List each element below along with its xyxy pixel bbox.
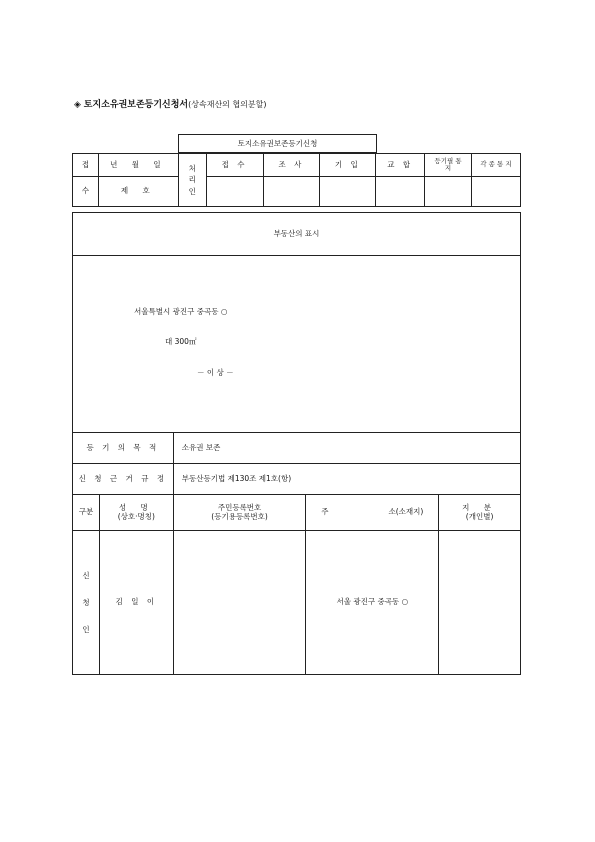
applicant-id bbox=[173, 531, 306, 675]
applicant-name: 김 일 이 bbox=[99, 531, 173, 675]
cell-inspection-blank bbox=[263, 177, 320, 207]
col-name: 성 명 (상호·명칭) bbox=[99, 495, 173, 531]
diamond-bullet-icon: ◈ bbox=[74, 100, 81, 110]
col-category: 구분 bbox=[73, 495, 100, 531]
col-address: 주 소(소재지) bbox=[306, 495, 439, 531]
property-header: 부동산의 표시 bbox=[73, 213, 521, 256]
col-share: 지 분 (개인별) bbox=[439, 495, 521, 531]
cell-collation-blank bbox=[376, 177, 425, 207]
main-form-table bbox=[72, 212, 521, 675]
cell-completion-blank bbox=[425, 177, 472, 207]
purpose-label: 등 기 의 목 적 bbox=[73, 433, 174, 464]
basis-value: 부동산등기법 제130조 제1호(항) bbox=[173, 464, 520, 495]
col-id-number: 주민등록번호 (등기용등록번호) bbox=[173, 495, 306, 531]
cell-notice-blank bbox=[472, 177, 521, 207]
cell-reception-blank bbox=[206, 177, 263, 207]
reception-label-bottom: 수 bbox=[73, 177, 99, 207]
cell-entry-blank bbox=[320, 177, 376, 207]
col-entry: 기 입 bbox=[320, 154, 376, 177]
property-end-mark: － 이 상 － bbox=[197, 368, 234, 377]
property-address: 서울특별시 광진구 중곡동 ○ bbox=[134, 307, 228, 316]
title-main: 토지소유권보존등기신청서 bbox=[83, 100, 189, 110]
number-label: 제 호 bbox=[98, 177, 178, 207]
col-various-notice: 각 종 통 지 bbox=[472, 154, 521, 177]
property-land-area: 대 300㎡ bbox=[165, 337, 197, 346]
date-label: 년 월 일 bbox=[98, 154, 178, 177]
basis-label: 신 청 근 거 규 정 bbox=[73, 464, 174, 495]
title-sub: (상속재산의 협의분할) bbox=[188, 100, 267, 109]
col-reception: 접 수 bbox=[206, 154, 263, 177]
col-completion-notice: 등기필 통 지 bbox=[425, 154, 472, 177]
reception-table bbox=[72, 153, 521, 207]
applicant-row-label: 신 청 인 bbox=[73, 531, 100, 675]
applicant-share bbox=[439, 531, 521, 675]
reception-label-top: 접 bbox=[73, 154, 99, 177]
applicant-address: 서울 광진구 중곡동 ○ bbox=[306, 531, 439, 675]
purpose-value: 소유권 보존 bbox=[173, 433, 520, 464]
apply-header: 토지소유권보존등기신청 bbox=[178, 134, 377, 153]
processing-label: 처 리 인 bbox=[178, 154, 206, 207]
property-description bbox=[73, 256, 521, 433]
col-collation: 교 합 bbox=[376, 154, 425, 177]
document-title bbox=[74, 97, 266, 110]
col-inspection: 조 사 bbox=[263, 154, 320, 177]
